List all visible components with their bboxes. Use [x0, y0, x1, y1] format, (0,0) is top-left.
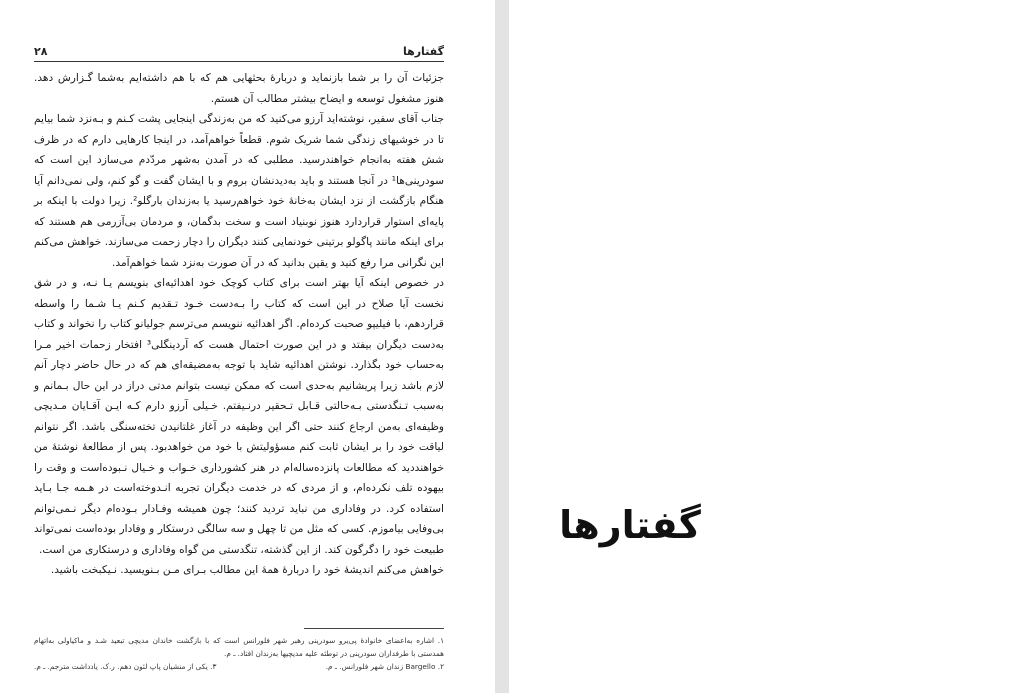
paragraph-2: جناب آقای سفیر، نوشته‌اید آرزو می‌کنید که من به‌زندگی اینجایی پشت کـنم و بـه‌نزد شما بیایم تا در خوشیهای زندگی شما شریک شوم. قطعاً خواهم‌آمد، در اینجا کارهایی دارم که در ظرف شش هفته به‌انجام خواهندرسید. مطلبی که در آمدن به‌شهر مردّدم می‌سازد این است که سودرینی‌ها¹ در آنجا هستند و باید به‌دیدنشان بروم و با ایشان گفت و گو کنم، ولی نمی‌دانم آیا هنگام بازگشت از نزد ایشان به‌خانهٔ خود خواهم‌رسید یا به‌زندان بارگلو². زیرا دولت با اینکه بر پایه‌ای استوار قراردارد هنوز نوبنیاد است و سخت بدگمان، و مردمان بی‌آزرمی هم هستند که برای اینکه مانند پاگولو برتینی خودنمایی کنند دیگران را دچار زحمت می‌سازند. خواهش می‌کنم این نگرانی مرا رفع کنید و یقین بدانید که در آن صورت به‌نزد شما خواهم‌آمد. — [34, 113, 445, 269]
paragraph-1: جزئیات آن را بر شما بازنماید و دربارهٔ بحثهایی هم که با هم داشته‌ایم به‌شما گـزارش دهد. هنوز مشغول توسعه و ایضاح بیشتر مطالب آن هستم. — [34, 72, 444, 105]
book-gutter — [495, 0, 509, 693]
running-title: گفتارها — [402, 45, 444, 58]
footnote-2: ۲. Bargello زندان شهر فلورانس. ـ م. — [325, 662, 444, 671]
paragraph-3: در خصوص اینکه آیا بهتر است برای کتاب کوچک خود اهدائیه‌ای بنویسم یـا نـه، و در شق نخست آیا صلاح در این است که کتاب را بـه‌دست خـود تـقدیم کـنم یـا شـما را واسطه قراردهم، با فیلیپو صحبت کرده‌ام. اگر اهدائیه ننویسم می‌ترسم جولیانو کتاب را نخواند و کتاب به‌دست دیگران بیفتد و در این صورت احتمال هست که آردینگلی³ افتخار زحمات اخیر مـرا به‌حساب خود بگذارد. نوشتن اهدائیه شاید با توجه به‌مضیقه‌ای هم که در حال حاضر دچار آنم لازم باشد زیرا پریشانیم به‌حدی است که ممکن نیست بتوانم مدتی دراز در این حال بـمانم و به‌سبب تـنگدستی بـه‌حالتی قـابل تـحقیر درنـیفتم. خـیلی آرزو دارم کـه ایـن آقـایان مـدیچی وظیفه‌ای به‌من ارجاع کنند حتی اگر این وظیفه در آغاز غلتانیدن تخته‌سنگی باشد. اگر نتوانم لیاقت خود را بر ایشان ثابت کنم مسؤولیتش با خود من خواهدبود. پس از مطالعهٔ نوشتهٔ من خواهنددید که مطالعات پانزده‌ساله‌ام در هنر کشورداری خـواب و خـیال نـبوده‌است و وقت را بیهوده تلف نکرده‌ام، و از مردی که در خدمت دیگران تجربه انـدوخته‌است در هـمه جـا بـاید استفاده کرد. در وفاداری من نباید تردید کنند؛ چون همیشه وفـادار بـوده‌ام دیگر نـمی‌توانم بی‌وفایی بیاموزم. کسی که مثل من تا چهل و سه سالگی درستکار و وفادار بوده‌است نمی‌تواند طبیعت خود را دگرگون کند. از این گذشته، تنگدستی من گواه وفاداری و درستکاری من است. — [34, 277, 444, 556]
page-number: ۲۸ — [34, 45, 48, 58]
footnotes — [34, 634, 444, 673]
footnote-rule — [304, 628, 444, 629]
chapter-title: گفتارها — [559, 503, 701, 547]
running-head — [34, 45, 444, 62]
footnote-1: ۱. اشاره به‌اعضای خانوادهٔ پی‌یرو سودرینی رهبر شهر فلورانس است که با بازگشت خاندان مدیچی تبعید شـد و ماکیاولی به‌اتهام همدستی با طرفداران سودرینی در توطئه علیه مدیچیها به‌زندان افتاد. ـ م. — [34, 636, 444, 658]
right-page — [509, 0, 1011, 693]
paragraph-4: خواهش می‌کنم اندیشهٔ خود را دربارهٔ همهٔ این مطالب بـرای مـن بـنویسید. نـیکبخت باشید. — [50, 564, 444, 576]
letter-body — [34, 68, 444, 581]
footnote-row — [34, 660, 444, 673]
footnote-3: ۳. یکی از منشیان پاپ لئون دهم. ر.ک. یادداشت مترجم. ـ م. — [34, 662, 217, 671]
